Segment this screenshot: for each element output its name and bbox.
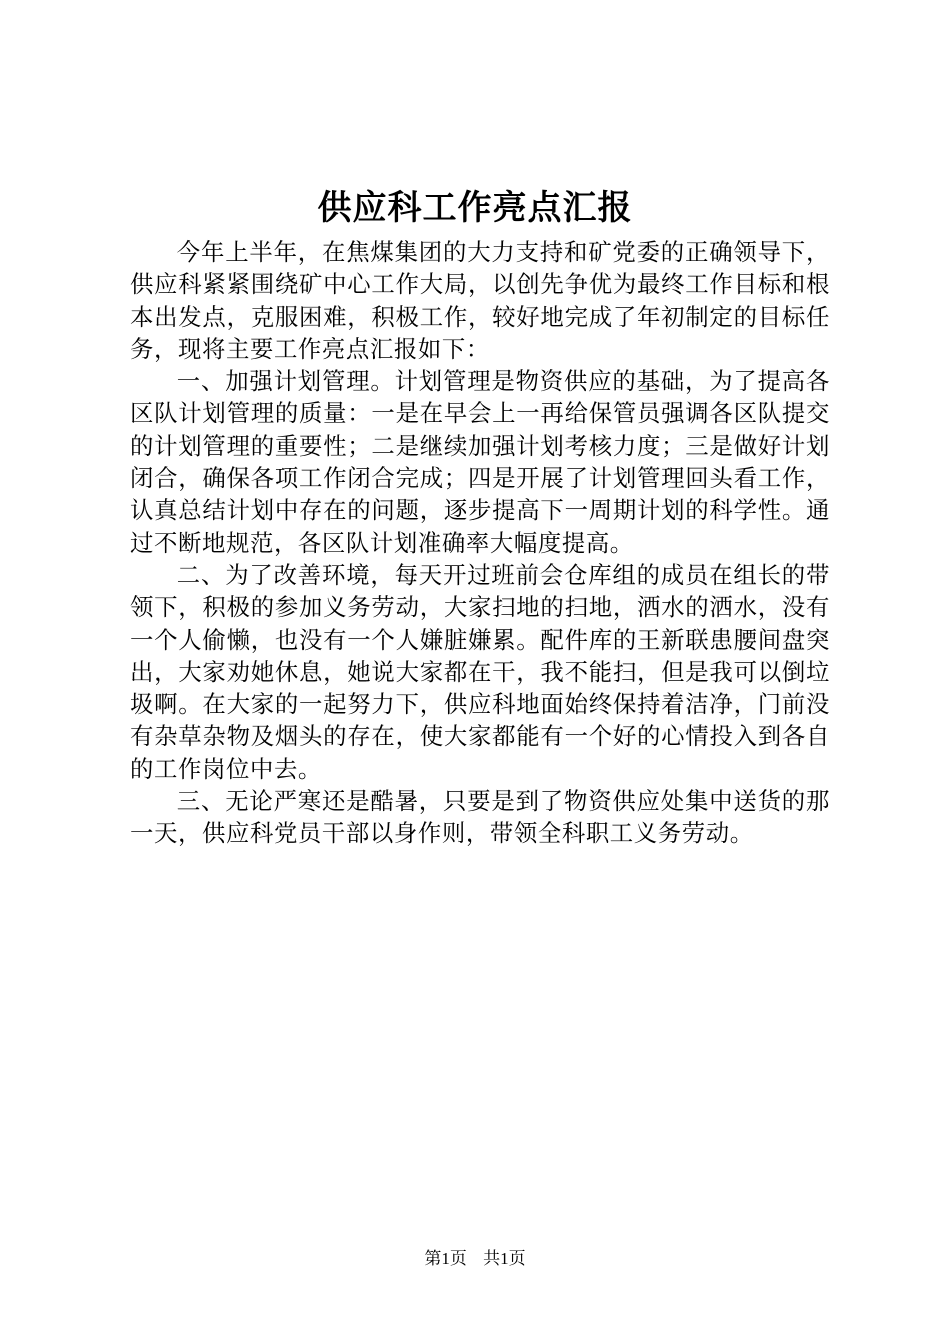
document-title: 供应科工作亮点汇报 <box>317 188 633 228</box>
paragraph-intro: 今年上半年，在焦煤集团的大力支持和矿党委的正确领导下，供应科紧紧围绕矿中心工作大局，以创先争优为最终工作目标和根本出发点，克服困难，积极工作，较好地完成了年初制定的目标任务，现将主要工作亮点汇报如下： <box>130 238 830 363</box>
paragraph-plan-management: 一、加强计划管理。计划管理是物资供应的基础，为了提高各区队计划管理的质量：一是在早会上一再给保管员强调各区队提交的计划管理的重要性；二是继续加强计划考核力度；三是做好计划闭合，确保各项工作闭合完成；四是开展了计划管理回头看工作，认真总结计划中存在的问题，逐步提高下一周期计划的科学性。通过不断地规范，各区队计划准确率大幅度提高。 <box>130 367 830 557</box>
page-number: 第1页 <box>424 1249 467 1268</box>
page-total: 共1页 <box>483 1249 526 1268</box>
paragraph-delivery: 三、无论严寒还是酷暑，只要是到了物资供应处集中送货的那一天，供应科党员干部以身作则，带领全科职工义务劳动。 <box>130 787 830 848</box>
paragraph-environment: 二、为了改善环境，每天开过班前会仓库组的成员在组长的带领下，积极的参加义务劳动，大家扫地的扫地，洒水的洒水，没有一个人偷懒，也没有一个人嫌脏嫌累。配件库的王新联患腰间盘突出，大家劝她休息，她说大家都在干，我不能扫，但是我可以倒垃圾啊。在大家的一起努力下，供应科地面始终保持着洁净，门前没有杂草杂物及烟头的存在，使大家都能有一个好的心情投入到各自的工作岗位中去。 <box>130 560 830 783</box>
page-footer <box>0 1248 950 1270</box>
document-body <box>130 236 830 850</box>
